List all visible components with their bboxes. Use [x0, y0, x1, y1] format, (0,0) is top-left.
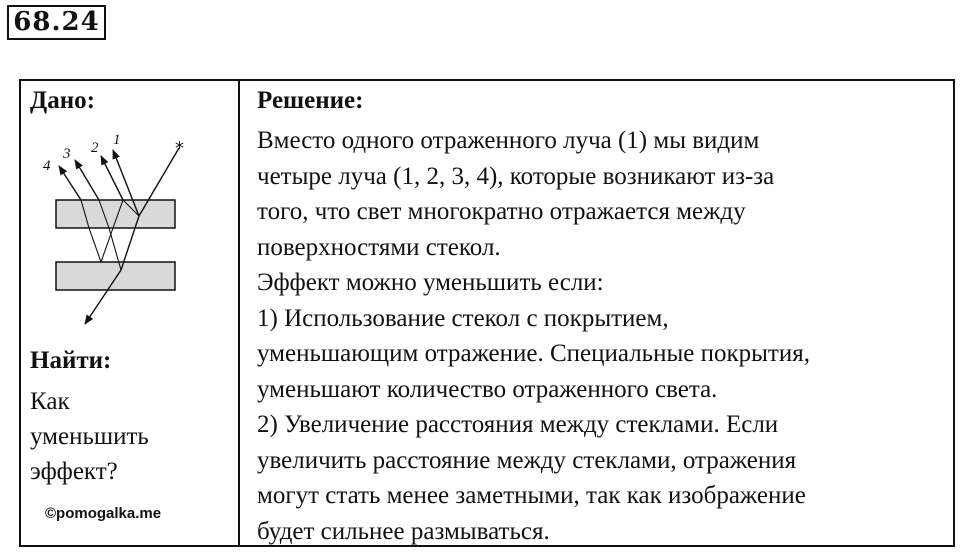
given-heading: Дано:	[30, 87, 95, 114]
solution-line: уменьшающим отражение. Специальные покрытия,	[257, 340, 810, 367]
solution-line: будет сильнее размываться.	[257, 517, 550, 545]
ray-label-2: 2	[91, 140, 99, 156]
ray-label-4: 4	[43, 158, 51, 174]
watermark: ©pomogalka.me	[45, 505, 162, 522]
solution-line: увеличить расстояние между стеклами, отражения	[257, 446, 797, 474]
reflected-ray-3	[75, 160, 99, 200]
solution-line: Вместо одного отраженного луча (1) мы видим	[257, 127, 760, 154]
solution-line: 2) Увеличение расстояния между стеклами. Если	[257, 411, 779, 438]
ray-label-3: 3	[63, 146, 71, 162]
reflected-ray-4	[59, 166, 81, 200]
light-source-star: *	[175, 138, 184, 159]
solution-line: Эффект можно уменьшить если:	[257, 269, 604, 296]
glass-plate-bottom	[56, 262, 175, 290]
solution-line: того, что свет многократно отражается между	[257, 198, 746, 225]
task-table	[19, 79, 955, 547]
glass-reflection-diagram	[29, 126, 224, 341]
solution-line: поверхностями стекол.	[257, 233, 501, 261]
given-column	[21, 81, 238, 545]
solution-line: могут стать менее заметными, так как изображение	[257, 482, 806, 509]
solution-line: четыре луча (1, 2, 3, 4), которые возникают из-за	[257, 162, 775, 190]
find-heading: Найти:	[30, 347, 112, 374]
ray-label-1: 1	[113, 132, 121, 148]
solution-text	[257, 123, 947, 549]
solution-line: уменьшают количество отраженного света.	[257, 375, 718, 403]
reflected-ray-2	[101, 156, 123, 200]
problem-number: 68.24	[7, 5, 106, 40]
glass-plate-top	[56, 200, 175, 228]
solution-heading: Решение:	[257, 87, 364, 114]
find-question: Как уменьшить эффект?	[30, 388, 149, 485]
solution-column	[240, 81, 953, 545]
solution-line: 1) Использование стекол с покрытием,	[257, 304, 669, 332]
